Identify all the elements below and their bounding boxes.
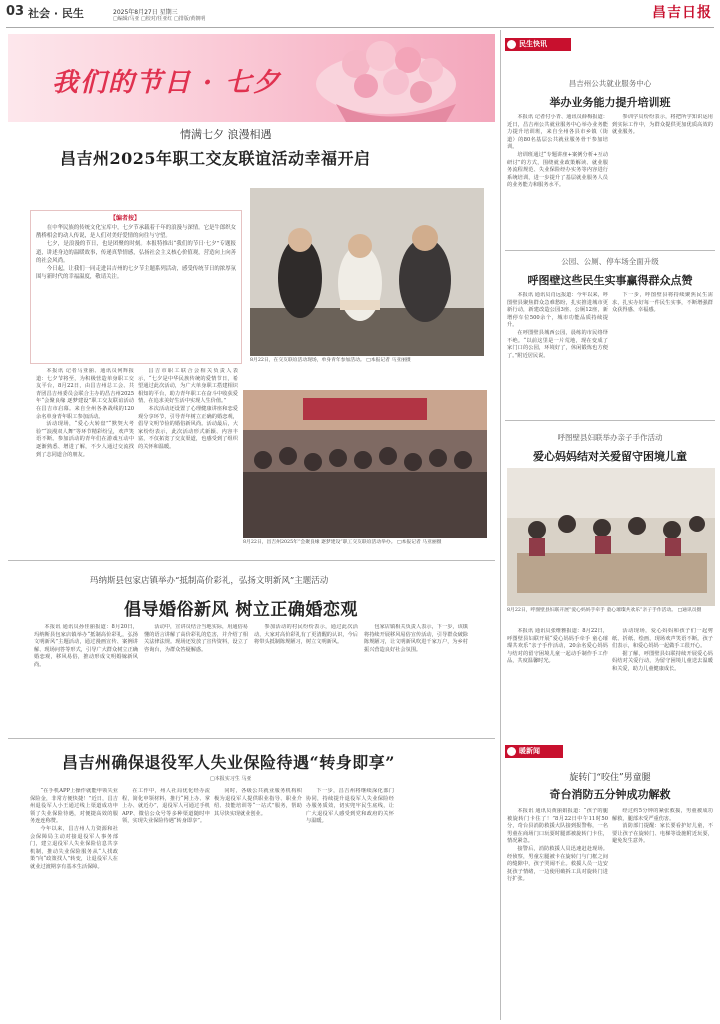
mid-kicker: 玛纳斯县包家店镇举办“抵制高价彩礼，弘扬文明新风”主题活动: [90, 576, 329, 586]
main-body-right: 昌吉市职工联合会相关负责人表示，“七夕是中华民族传统的爱情节日，希望通过此次活动，为广大单身职工搭建相识相知的平台，助力青年职工在奋斗中收获爱情，在追求美好生活中实现人生价值。” 本次活动还设置了心理健康讲座和恋爱观分享环节，引导青年树立正确的婚恋观，倡导文明节俭的婚俗新风尚。活动最后，大家纷纷表示，此次活动形式新颖、内容丰富，不仅拓宽了交友渠道，也感受到了组织的关怀和温暖。: [138, 368, 238, 450]
item1-subhead: 昌吉州公共就业服务中心: [568, 79, 652, 88]
mid-headline: 倡导婚俗新风 树立正确婚恋观: [124, 600, 358, 620]
warm-body-left: 本报讯 通讯员黄丽娟报道：“孩子的腿被旋转门卡住了！”8月22日中午11时50分，奇台县消防救援大队接到报警称，一名男童在商场门口玩耍时腿部被旋转门卡住，情况紧急。 接警后，消防救援人员迅速赶赴现场。经侦察，男童左腿被卡在旋转门与门框之间的缝隙中，孩子哭闹不止。救援人员一边安抚孩子情绪，一边使用破拆工具对旋转门进行扩张。: [507, 808, 608, 883]
warm-body-right: 经过约5分钟的紧张救援，男童被成功解救，腿部未受严重伤害。 消防部门提醒：家长要看护好儿童，不要让孩子在旋转门、电梯等设施附近玩耍，避免发生意外。: [612, 808, 713, 845]
item3-body-left: 本报讯 通讯员张维雅报道：8月22日，呼图壁县妇联开展“爱心妈妈手牵手 童心璀璨共欢乐”亲子手作活动，20余名爱心妈妈与结对的留守困境儿童一起动手制作手工作品，共度温馨时光。: [507, 628, 608, 665]
editor-note-text: 在中华民族的传统文化宝库中，七夕节承载着千年的浪漫与深情。它是牛郎织女鹊桥相会的动人传说，是人们对美好爱情的向往与守望。 七夕，是浪漫的节日，也是团聚的时刻。本报特推出“我们的节日·七夕”专题报道，讲述身边的温暖故事，传递真挚情感，弘扬社会主义核心价值观，营造向上向善的社会风尚。 今日起，让我们一同走进昌吉州的七夕节主题系列活动，感受传统节日的浓厚氛围与新时代的幸福温度，敬请关注。: [36, 225, 236, 281]
main-headline: 昌吉州2025年职工交友联谊活动幸福开启: [60, 149, 371, 168]
mid-divider: [8, 560, 495, 561]
item2-subhead: 公园、公厕、停车场全面升级: [561, 257, 659, 266]
issue-date: 2025年8月27日 星期三: [113, 9, 178, 16]
newspaper-logo: 昌吉日报: [652, 5, 712, 21]
tag-icon: [507, 40, 516, 49]
bottom-body-col3: 同时，各级公共就业服务机构积极为退役军人提供职业指导、职业介绍、技能培训等“一站式”服务，帮助其尽快实现就业创业。: [214, 788, 302, 817]
tag-icon: [507, 747, 516, 756]
item2-headline: 呼图壁这些民生实事赢得群众点赞: [527, 274, 693, 287]
photo-dating-event: [250, 188, 484, 356]
column-divider: [500, 30, 501, 1020]
main-body-left: 本报讯 记者马亚丽、通讯员何辉报道：七夕节将至，为积极营造单身职工交友平台，8月22日，由昌吉州总工会、共青团昌吉州委员会联合主办的昌吉州2025年“会聚良缘 逐梦建设”职工交友联谊活动在昌吉市启幕。来自全州各条战线的120余名单身青年职工参加活动。 活动现场，“爱心大转盘”“默契大考验”“浪漫双人舞”等环节精彩纷呈，欢声笑语不断。参加活动的青年们在游戏互动中逐渐熟悉、增进了解，不少人通过交流找到了志同道合的朋友。: [36, 368, 134, 458]
item3-body-right: 活动现场，爱心妈妈和孩子们一起剪纸、折纸、绘画，现场欢声笑语不断。孩子们表示，和爱心妈妈一起做手工很开心。 据了解，呼图壁县妇联持续开展爱心妈妈结对关爱行动，为留守困境儿童送去温暖和关爱，助力儿童健康成长。: [612, 628, 713, 672]
item2-body-right: 下一步，呼图壁县将持续聚焦民生需求，扎实办好每一件民生实事，不断增强群众获得感、幸福感。: [612, 292, 713, 314]
warm-news-tag: 暖新闻: [505, 745, 563, 758]
photo-group-event: [243, 390, 487, 538]
photo1-caption: 8月22日，在交友联谊活动现场，单身青年参加活动。 □本报记者 马亚丽摄: [250, 358, 411, 363]
warm-headline: 奇台消防五分钟成功解救: [549, 788, 671, 801]
item3-headline: 爱心妈妈结对关爱留守困境儿童: [533, 450, 687, 463]
item2-body-left: 本报讯 通讯员肖远报道：今年以来，呼图壁县聚焦群众急难愁盼，扎实推进城市更新行动，新建改造公园3座、公厕12座，新增停车位500余个，城市功能品质持续提升。 在呼图壁县城西公园，晨练的市民络绎不绝。“以前这里是一片荒地，现在变成了家门口的公园，环境好了，休闲锻炼也方便了。”附近居民说。: [507, 292, 608, 359]
mid-body-col4: 包家店镇相关负责人表示，下一步，该镇将持续开展移风易俗宣传活动，引导群众破除陈规陋习，让文明新风吹进千家万户，为乡村振兴营造良好社会氛围。: [364, 624, 468, 653]
item3-photo-caption: 8月22日，呼图壁县妇联开展“爱心妈妈手牵手 童心璀璨共欢乐”亲子手作活动。 □通讯员摄: [507, 608, 702, 613]
editor-note-label: 【编者按】: [110, 215, 141, 222]
bottom-body-col2: 在工作中，州人社局优化经办流程，简化申领材料，推行“网上办、掌上办、就近办”，退役军人可通过手机APP、微信公众号等多种渠道随时申领，实现失业保险待遇“转身即享”。: [122, 788, 210, 825]
bottom-headline: 昌吉州确保退役军人失业保险待遇“转身即享”: [62, 753, 395, 772]
mid-body-col3: 参加活动的村民纷纷表示，通过此次活动，大家对高价彩礼有了更清醒的认识，今后将带头抵制陈规陋习，树立文明新风。: [254, 624, 358, 646]
page-number: 03: [6, 4, 25, 19]
mid-body-col1: 本报讯 通讯员孙佳丽报道：8月20日，玛纳斯县包家店镇举办“抵制高价彩礼，弘扬文明新风”主题活动，通过漫画宣传、案例讲解、现场问答等形式，引导广大群众树立正确婚恋观，移风易俗，推动形成文明婚嫁新风尚。: [34, 624, 138, 668]
item1-body-right: 参训学员纷纷表示，将把所学知识运用到实际工作中，为群众提供更加优质高效的就业服务。: [612, 114, 713, 136]
header-rule: [6, 27, 714, 28]
item1-headline: 举办业务能力提升培训班: [549, 96, 671, 109]
section-title: 社会 · 民生: [28, 7, 84, 20]
main-kicker: 情满七夕 浪漫相遇: [180, 128, 272, 141]
mid-body-col2: 活动中，宣讲员结合当地实际，用通俗易懂的语言讲解了高价彩礼的危害，并介绍了相关法律法规。现场还发放了宣传资料，设立了咨询台，为群众答疑解惑。: [144, 624, 248, 653]
item1-divider: [505, 250, 715, 251]
festival-banner: [8, 34, 495, 122]
bottom-body-col4: 下一步，昌吉州将继续深化部门协同，持续提升退役军人失业保险经办服务质效，切实兜牢民生底线，让广大退役军人感受到党和政府的关怀与温暖。: [306, 788, 394, 825]
bottom-byline: □本报实习生 马亚: [210, 776, 252, 782]
photo2-caption: 8月22日，昌吉州2025年“会聚良缘 逐梦建设”职工交友联谊活动举办。 □本报记者 马亚丽摄: [243, 540, 442, 545]
livelihood-tag: 民生快讯: [505, 38, 571, 51]
banner-title: 我们的节日 · 七夕: [52, 68, 282, 98]
item3-subhead: 呼图壁县妇联举办亲子手作活动: [557, 433, 663, 442]
bottom-divider: [8, 738, 495, 739]
warm-subhead: 旋转门“咬住”男童腿: [569, 773, 651, 783]
editor-credits: □编辑/马亚 □校对/任亚红 □排版/黄朝明: [113, 16, 206, 22]
item1-body-left: 本报讯 记者付小青、通讯员薛梅报道：近日，昌吉州公共就业服务中心举办业务能力提升培训班，来自全州各县市乡镇（街道）的80名基层公共就业服务骨干参加培训。 培训班通过“专题讲座+案例分析+互动研讨”的方式，围绕就业政策解读、就业服务流程规范、失业保险经办实务等内容进行系统培训，进一步提升了基层就业服务人员的业务能力和服务水平。: [507, 114, 608, 189]
bottom-body-col1: “在手机APP上操作就能申领失业保险金，非常方便快捷！”近日，昌吉州退役军人小王通过线上渠道成功申领了失业保险待遇，对便捷高效的服务连连称赞。 今年以来，昌吉州人力资源和社会保障局主动对接退役军人事务部门，建立退役军人失业保险信息共享机制，推动失业保险服务从“人找政策”向“政策找人”转变，让退役军人在就业过渡期享有基本生活保障。: [30, 788, 118, 870]
bouquet-illustration: [296, 34, 495, 122]
photo-children-craft: [507, 468, 715, 606]
item2-divider: [505, 420, 715, 421]
